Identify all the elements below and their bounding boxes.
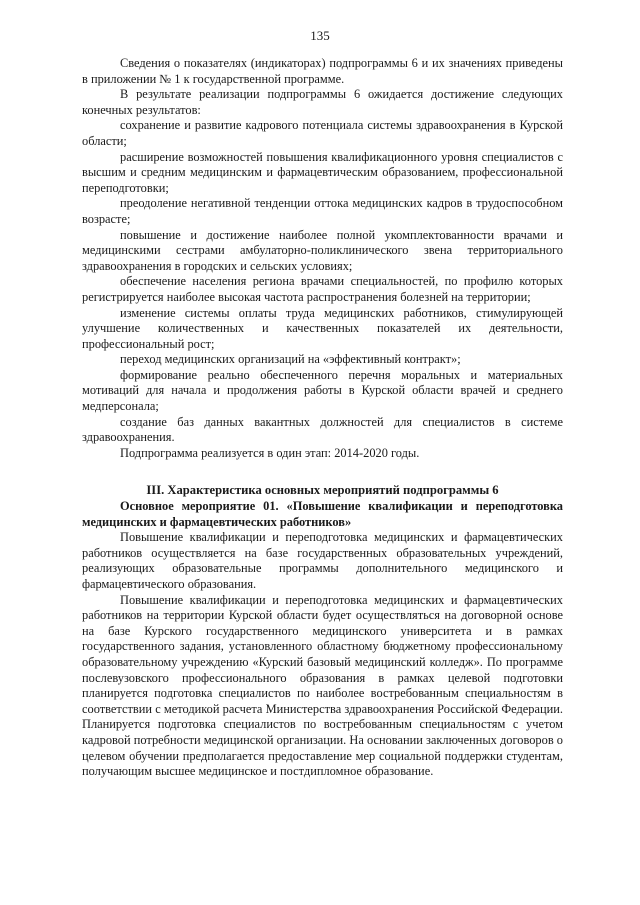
paragraph: Повышение квалификации и переподготовка медицинских и фармацевтических работников на территории Курской области будет осуществляться на договорной основе на базе Курского государственного медицинского университета и в рамках государственного задания, установленного областному бюджетному профессиональному образовательному учреждению «Курский базовый медицинский колледж». По программе послевузовского профессионального образования в рамках целевой подготовки планируется подготовка специалистов по наиболее востребованным специальностям в соответствии с методикой расчета Министерства здравоохранения Российской Федерации. Планируется подготовка специалистов по востребованным специальностям с учетом кадровой потребности медицинской организации. На основании заключенных договоров о целевом обучении предполагается предоставление мер социальной поддержки студентам, получающим высшее медицинское и постдипломное образование. (82, 592, 563, 779)
paragraph: Сведения о показателях (индикаторах) подпрограммы 6 и их значениях приведены в приложении № 1 к государственной программе. (82, 56, 563, 86)
paragraph: формирование реально обеспеченного перечня моральных и материальных мотиваций для начала и продолжения работы в Курской области врачей и среднего медперсонала; (82, 367, 563, 414)
document-body (82, 56, 563, 780)
section-heading: III. Характеристика основных мероприятий подпрограммы 6 (146, 483, 499, 498)
paragraph: расширение возможностей повышения квалификационного уровня специалистов с высшим и средним медицинским и фармацевтическим образованием, профессиональной переподготовки; (82, 149, 563, 195)
paragraph: создание баз данных вакантных должностей для специалистов в системе здравоохранения. (82, 414, 563, 445)
paragraph: Подпрограмма реализуется в один этап: 2014-2020 годы. (120, 445, 420, 460)
paragraph: В результате реализации подпрограммы 6 ожидается достижение следующих конечных результатов: (82, 87, 563, 117)
page-number: 135 (310, 28, 330, 43)
paragraph: изменение системы оплаты труда медицинских работников, стимулирующей улучшение количественных и качественных показателей их деятельности, профессиональный рост; (82, 305, 563, 351)
subheading: Основное мероприятие 01. «Повышение квалификации и переподготовка медицинских и фармацевтических работников» (82, 499, 563, 529)
paragraph: повышение и достижение наиболее полной укомплектованности врачами и медицинскими сестрами амбулаторно-поликлинического звена территориального здравоохранения в городских и сельских условиях; (82, 227, 563, 273)
paragraph: переход медицинских организаций на «эффективный контракт»; (120, 352, 461, 367)
paragraph: Повышение квалификации и переподготовка медицинских и фармацевтических работников осуществляется на базе государственных образовательных учреждений, реализующих образовательные программы дополнительного медицинского и фармацевтического образования. (82, 530, 563, 591)
paragraph: преодоление негативной тенденции оттока медицинских кадров в трудоспособном возрасте; (82, 196, 563, 226)
paragraph: сохранение и развитие кадрового потенциала системы здравоохранения в Курской области; (82, 118, 563, 148)
paragraph: обеспечение населения региона врачами специальностей, по профилю которых регистрируется наиболее высокая частота распространения болезней на территории; (82, 274, 563, 304)
